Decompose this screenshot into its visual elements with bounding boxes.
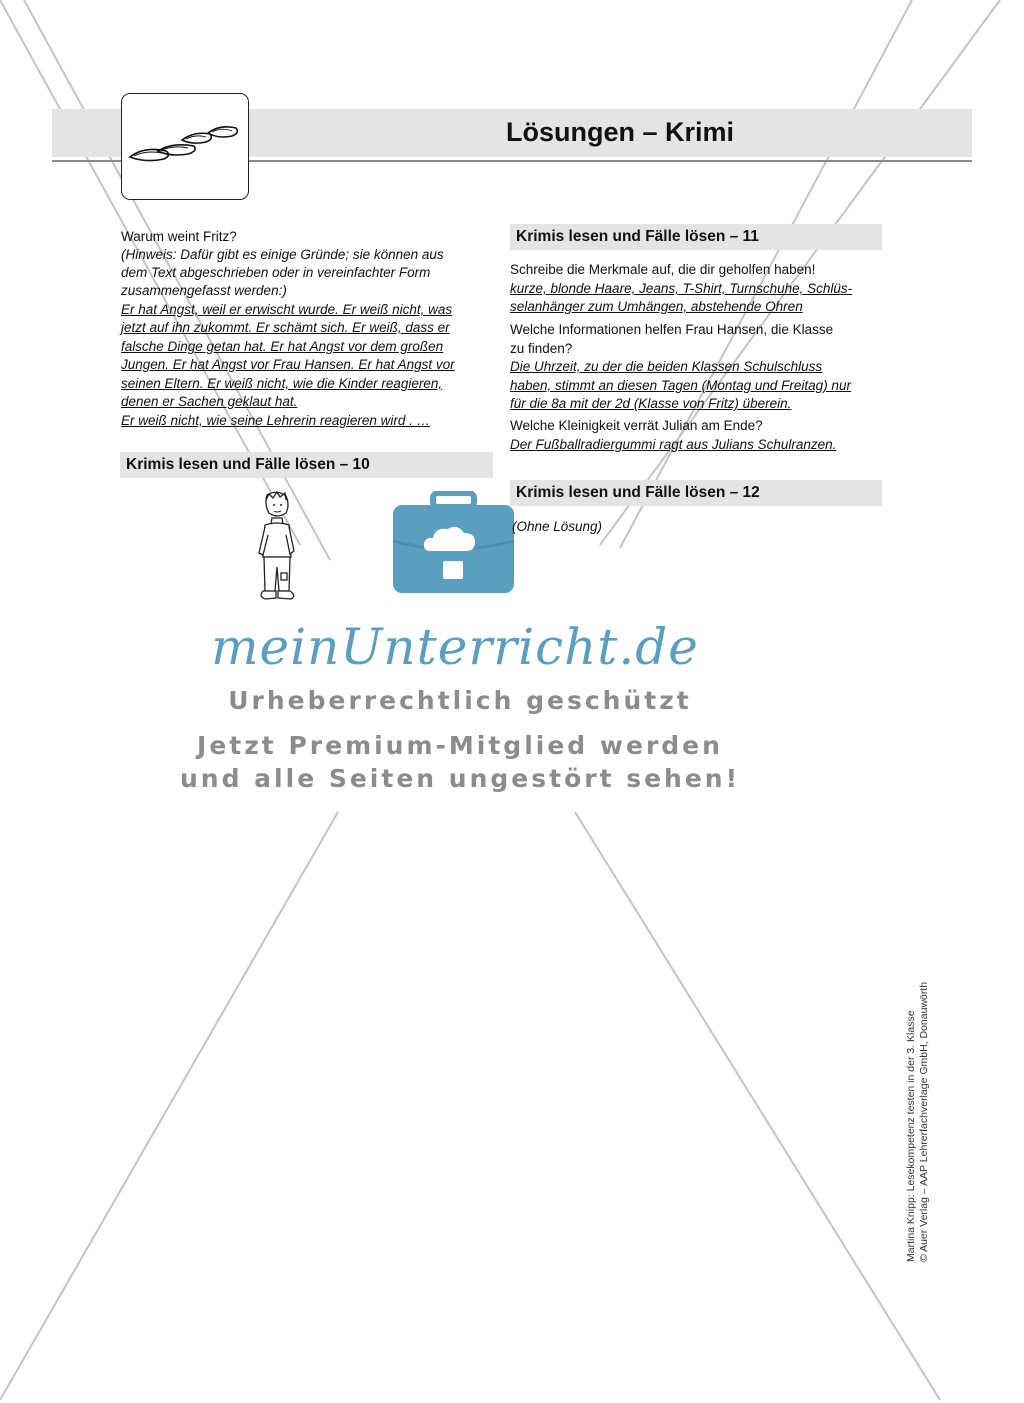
hint-line: (Hinweis: Dafür gibt es einige Gründe; sie können aus — [121, 247, 444, 262]
watermark-line: und alle Seiten ungestört sehen! — [179, 764, 741, 793]
sidebar-credit-line: Martina Knipp: Lesekompetenz testen in der 3. Klasse — [905, 1010, 917, 1262]
watermark-line: Jetzt Premium-Mitglied werden — [197, 731, 723, 760]
answer-line: seinen Eltern. Er weiß nicht, wie die Kinder reagieren, — [121, 376, 443, 391]
watermark-brand: meinUnterricht.de — [211, 618, 699, 676]
answer-line: Die Uhrzeit, zu der die beiden Klassen Schulschluss — [510, 359, 823, 374]
question-text: zu finden? — [510, 341, 573, 356]
hint-line: dem Text abgeschrieben oder in vereinfachter Form — [121, 265, 431, 280]
logo-box — [121, 93, 249, 200]
answer-line: haben, stimmt an diesen Tagen (Montag und Freitag) nur — [510, 378, 851, 393]
answer-line: selanhänger zum Umhängen, abstehende Ohren — [510, 299, 803, 314]
question-text: Schreibe die Merkmale auf, die dir geholfen haben! — [510, 262, 816, 277]
briefcase-cloud-icon — [391, 491, 516, 595]
answer-line: Er weiß nicht, wie seine Lehrerin reagieren wird . … — [121, 413, 431, 428]
answer-line: Jungen. Er hat Angst vor Frau Hansen. Er hat Angst vor — [121, 357, 455, 372]
footprints-icon — [122, 94, 248, 199]
answer-line: Der Fußballradiergummi ragt aus Julians Schulranzen. — [510, 437, 837, 452]
answer-line: für die 8a mit der 2d (Klasse von Fritz) überein. — [510, 396, 792, 411]
boy-figure-icon — [253, 491, 299, 603]
section-heading-11: Krimis lesen und Fälle lösen – 11 — [510, 224, 882, 250]
answer-line: jetzt auf ihn zukommt. Er schämt sich. Er weiß, dass er — [121, 320, 450, 335]
question-text: Welche Informationen helfen Frau Hansen, die Klasse — [510, 322, 834, 337]
page-title: Lösungen – Krimi — [505, 117, 735, 147]
sidebar-credit — [905, 982, 931, 1262]
watermark-line: Urheberrechtlich geschützt — [228, 686, 692, 715]
hint-line: zusammengefasst werden:) — [121, 283, 287, 298]
answer-line: falsche Dinge getan hat. Er hat Angst vor dem großen — [121, 339, 444, 354]
question-text: Warum weint Fritz? — [121, 229, 237, 244]
answer-line: denen er Sachen geklaut hat. — [121, 394, 298, 409]
question-text: Welche Kleinigkeit verrät Julian am Ende? — [510, 418, 763, 433]
no-solution-text: (Ohne Lösung) — [512, 519, 603, 534]
section-heading-12: Krimis lesen und Fälle lösen – 12 — [510, 480, 882, 506]
section-heading-10: Krimis lesen und Fälle lösen – 10 — [120, 452, 493, 478]
answer-line: kurze, blonde Haare, Jeans, T-Shirt, Turnschuhe, Schlüs- — [510, 281, 853, 296]
sidebar-credit-line: © Auer Verlag – AAP Lehrerfachverlage GmbH, Donauwörth — [918, 981, 930, 1262]
answer-line: Er hat Angst, weil er erwischt wurde. Er weiß nicht, was — [121, 302, 453, 317]
